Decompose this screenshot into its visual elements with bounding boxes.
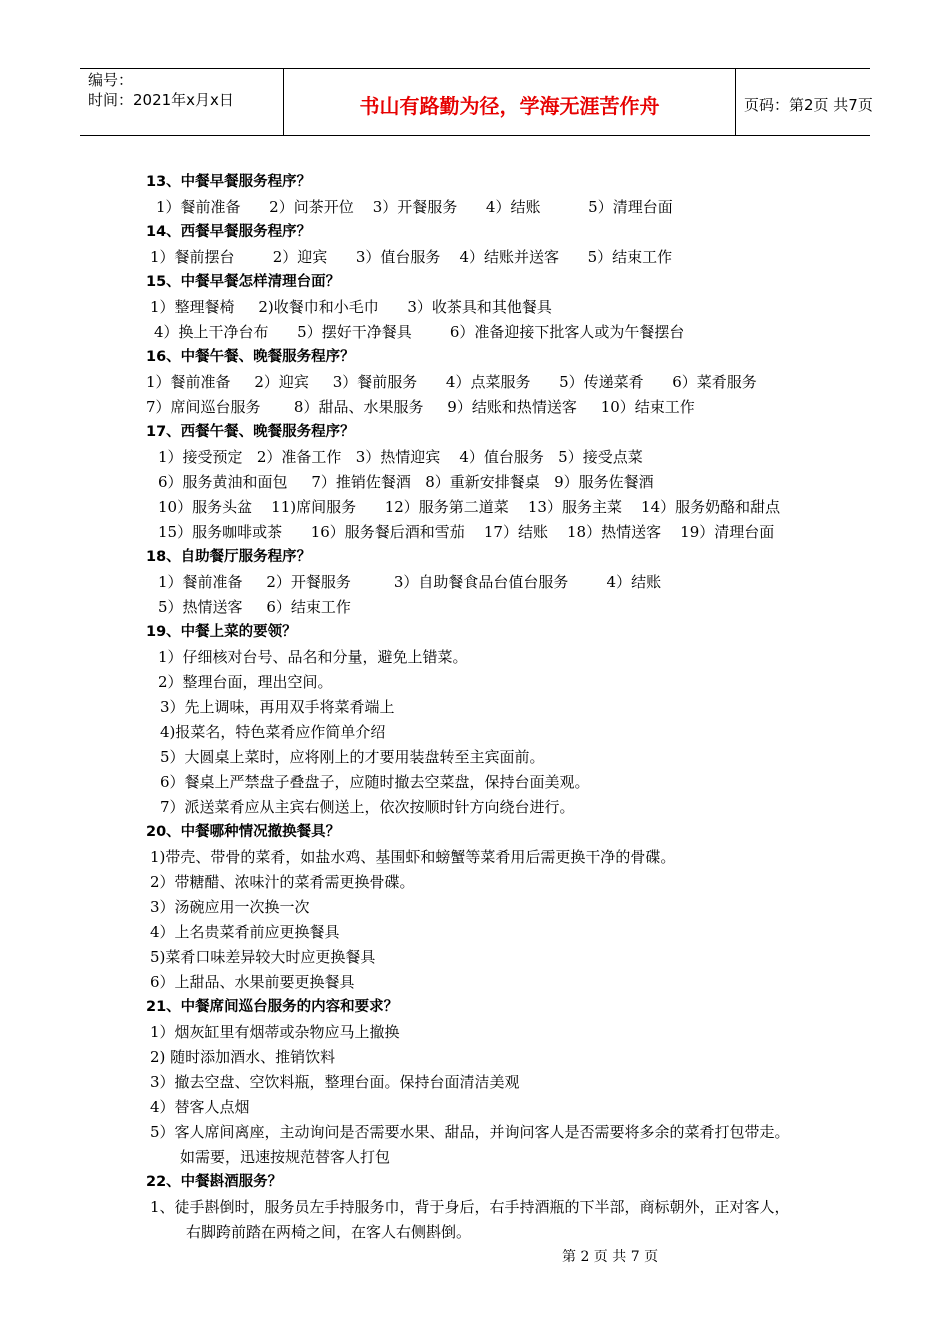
header-table bbox=[80, 68, 873, 136]
answer-line: 10）服务头盆 11)席间服务 12）服务第二道菜 13）服务主菜 14）服务奶酪和甜点 bbox=[158, 498, 781, 516]
answer-line: 2) 随时添加酒水、推销饮料 bbox=[150, 1048, 336, 1066]
answer-line: 4)报菜名，特色菜肴应作简单介绍 bbox=[160, 723, 386, 741]
document-body bbox=[146, 170, 876, 1245]
question-heading: 13、中餐早餐服务程序？ bbox=[146, 174, 312, 190]
question-heading: 16、中餐午餐、晚餐服务程序？ bbox=[146, 349, 355, 365]
date-label: 时间：2021年x月x日 bbox=[88, 91, 234, 109]
answer-line: 4）上名贵菜肴前应更换餐具 bbox=[150, 923, 340, 941]
answer-line: 右脚跨前踏在两椅之间，在客人右侧斟倒。 bbox=[186, 1223, 472, 1241]
answer-line: 1）仔细核对台号、品名和分量，避免上错菜。 bbox=[158, 648, 468, 666]
answer-line: 2）整理台面，理出空间。 bbox=[158, 673, 333, 691]
answer-line: 5）客人席间离座，主动询问是否需要水果、甜品，并询问客人是否需要将多余的菜肴打包带走。 bbox=[150, 1123, 790, 1141]
answer-line: 15）服务咖啡或茶 16）服务餐后酒和雪茄 17）结账 18）热情送客 19）清理台面 bbox=[158, 523, 775, 541]
question-heading: 19、中餐上菜的要领？ bbox=[146, 624, 297, 640]
answer-line: 5）热情送客 6）结束工作 bbox=[158, 598, 351, 616]
answer-line: 5)菜肴口味差异较大时应更换餐具 bbox=[150, 948, 376, 966]
question-heading: 18、自助餐厅服务程序？ bbox=[146, 549, 312, 565]
answer-line: 6）餐桌上严禁盘子叠盘子，应随时撤去空菜盘，保持台面美观。 bbox=[160, 773, 590, 791]
answer-line: 1）烟灰缸里有烟蒂或杂物应马上撤换 bbox=[150, 1023, 400, 1041]
answer-line: 1、徒手斟倒时，服务员左手持服务巾，背于身后，右手持酒瓶的下半部，商标朝外，正对客人， bbox=[150, 1198, 790, 1216]
question-heading: 20、中餐哪种情况撤换餐具？ bbox=[146, 824, 341, 840]
answer-line: 1）整理餐椅 2)收餐巾和小毛巾 3）收茶具和其他餐具 bbox=[150, 298, 552, 316]
answer-line: 2）带糖醋、浓味汁的菜肴需更换骨碟。 bbox=[150, 873, 415, 891]
motto: 书山有路勤为径，学海无涯苦作舟 bbox=[284, 69, 736, 135]
answer-line: 6）上甜品、水果前要更换餐具 bbox=[150, 973, 355, 991]
question-heading: 22、中餐斟酒服务？ bbox=[146, 1174, 283, 1190]
question-heading: 21、中餐席间巡台服务的内容和要求？ bbox=[146, 999, 399, 1015]
answer-line: 6）服务黄油和面包 7）推销佐餐酒 8）重新安排餐桌 9）服务佐餐酒 bbox=[158, 473, 654, 491]
question-heading: 15、中餐早餐怎样清理台面？ bbox=[146, 274, 341, 290]
header-info-cell bbox=[80, 69, 284, 135]
answer-line: 1）餐前摆台 2）迎宾 3）值台服务 4）结账并送客 5）结束工作 bbox=[150, 248, 673, 266]
question-heading: 17、西餐午餐、晚餐服务程序？ bbox=[146, 424, 355, 440]
answer-line: 7）派送菜肴应从主宾右侧送上，依次按顺时针方向绕台进行。 bbox=[160, 798, 575, 816]
question-heading: 14、西餐早餐服务程序？ bbox=[146, 224, 312, 240]
answer-line: 5）大圆桌上菜时，应将刚上的才要用装盘转至主宾面前。 bbox=[160, 748, 545, 766]
answer-line: 4）换上干净台布 5）摆好干净餐具 6）准备迎接下批客人或为午餐摆台 bbox=[154, 323, 685, 341]
answer-line: 如需要，迅速按规范替客人打包 bbox=[180, 1148, 391, 1166]
number-label: 编号： bbox=[88, 71, 134, 89]
answer-line: 7）席间巡台服务 8）甜品、水果服务 9）结账和热情送客 10）结束工作 bbox=[146, 398, 695, 416]
page-label: 页码：第2页 共7页 bbox=[744, 95, 873, 114]
answer-line: 1）接受预定 2）准备工作 3）热情迎宾 4）值台服务 5）接受点菜 bbox=[158, 448, 643, 466]
answer-line: 1）餐前准备 2）开餐服务 3）自助餐食品台值台服务 4）结账 bbox=[158, 573, 662, 591]
answer-line: 4）替客人点烟 bbox=[150, 1098, 250, 1116]
answer-line: 1）餐前准备 2）问茶开位 3）开餐服务 4）结账 5）清理台面 bbox=[156, 198, 673, 216]
answer-line: 1)带壳、带骨的菜肴，如盐水鸡、基围虾和螃蟹等菜肴用后需更换干净的骨碟。 bbox=[150, 848, 676, 866]
page-footer: 第 2 页 共 7 页 bbox=[562, 1249, 659, 1265]
answer-line: 3）汤碗应用一次换一次 bbox=[150, 898, 310, 916]
answer-line: 3）先上调味，再用双手将菜肴端上 bbox=[160, 698, 395, 716]
answer-line: 1）餐前准备 2）迎宾 3）餐前服务 4）点菜服务 5）传递菜肴 6）菜肴服务 bbox=[146, 373, 757, 391]
answer-line: 3）撤去空盘、空饮料瓶，整理台面。保持台面清洁美观 bbox=[150, 1073, 520, 1091]
